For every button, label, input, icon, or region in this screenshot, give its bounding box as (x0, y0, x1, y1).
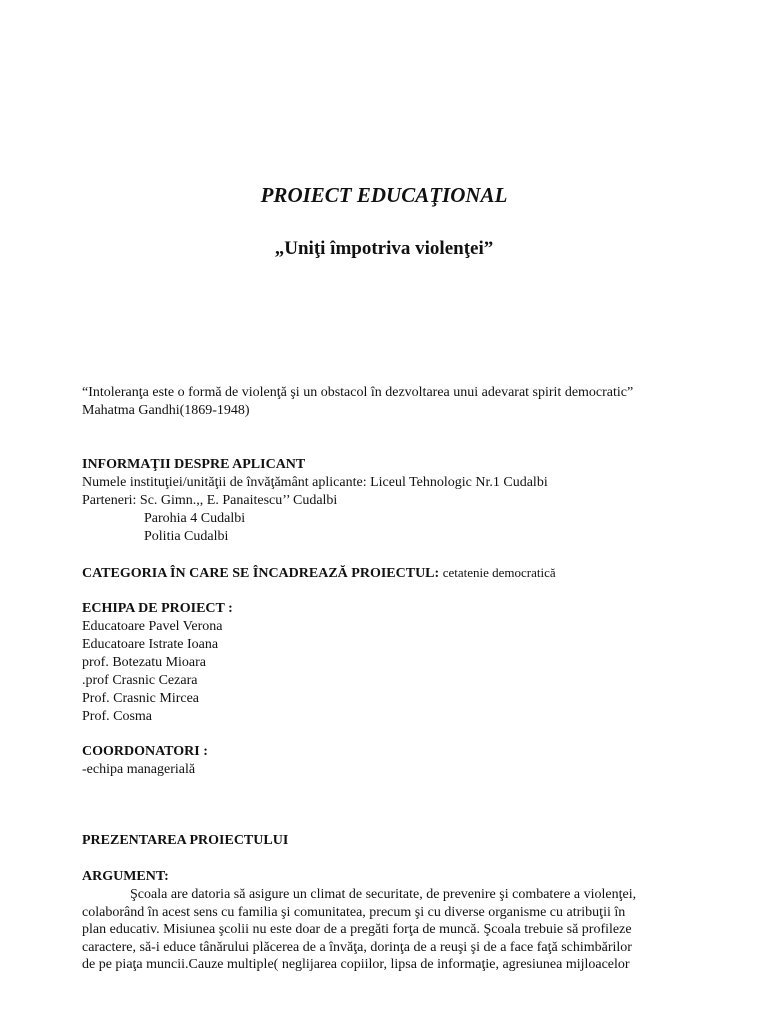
argument-line: plan educativ. Misiunea şcolii nu este doar de a pregăti forţa de muncă. Şcoala trebuie să profileze (82, 922, 632, 937)
partner-item: Politia Cudalbi (144, 529, 229, 544)
applicant-heading: INFORMAŢII DESPRE APLICANT (82, 457, 306, 472)
team-member: .prof Crasnic Cezara (82, 673, 198, 688)
presentation-section (82, 832, 690, 850)
team-member: Educatoare Istrate Ioana (82, 637, 219, 652)
team-section (82, 600, 690, 726)
institution-line: Numele instituţiei/unităţii de învăţământ aplicante: Liceul Tehnologic Nr.1 Cudalbi (82, 475, 548, 490)
document-title: PROIECT EDUCAŢIONAL (260, 183, 508, 207)
coordinators-heading: COORDONATORI : (82, 744, 208, 759)
argument-line: de pe piaţa muncii.Cauze multiple( neglijarea copiilor, lipsa de informaţie, agresiunea mijloacelor (82, 957, 630, 972)
team-heading: ECHIPA DE PROIECT : (82, 601, 233, 616)
argument-line: caractere, să-i educe tânărului plăcerea de a învăţa, dorinţa de a reuşi şi de a face faţă schimbărilor (82, 939, 632, 955)
quote-block (82, 384, 690, 420)
partners-line: Parteneri: Sc. Gimn.,, E. Panaitescu’’ Cudalbi (82, 493, 338, 508)
argument-line: Şcoala are datoria să asigure un climat de securitate, de prevenire şi combatere a violenţei, (130, 887, 637, 902)
quote-author: Mahatma Gandhi(1869-1948) (82, 403, 250, 418)
category-value: cetatenie democratică (442, 565, 556, 580)
applicant-section (82, 456, 690, 546)
argument-paragraph (82, 886, 691, 974)
coordinators-value: -echipa managerială (82, 762, 196, 777)
coordinators-section (82, 743, 690, 779)
argument-heading: ARGUMENT: (82, 869, 169, 884)
argument-section (82, 868, 690, 886)
team-member: Prof. Crasnic Mircea (82, 691, 200, 706)
partner-item: Parohia 4 Cudalbi (144, 511, 246, 526)
quote-text: “Intoleranţa este o formă de violenţă şi un obstacol în dezvoltarea unui adevarat spirit democratic” (82, 385, 634, 400)
argument-line: colaborând în acest sens cu familia şi comunitatea, precum şi cu diverse organisme cu atribuţii în (82, 904, 626, 920)
presentation-heading: PREZENTAREA PROIECTULUI (82, 833, 289, 848)
team-member: prof. Botezatu Mioara (82, 655, 207, 670)
document-subtitle: „Uniţi împotriva violenţei” (274, 238, 494, 259)
category-heading: CATEGORIA ÎN CARE SE ÎNCADREAZĂ PROIECTUL: (82, 566, 440, 581)
team-member: Prof. Cosma (82, 709, 152, 724)
category-section (82, 564, 690, 583)
team-member: Educatoare Pavel Verona (82, 619, 223, 634)
